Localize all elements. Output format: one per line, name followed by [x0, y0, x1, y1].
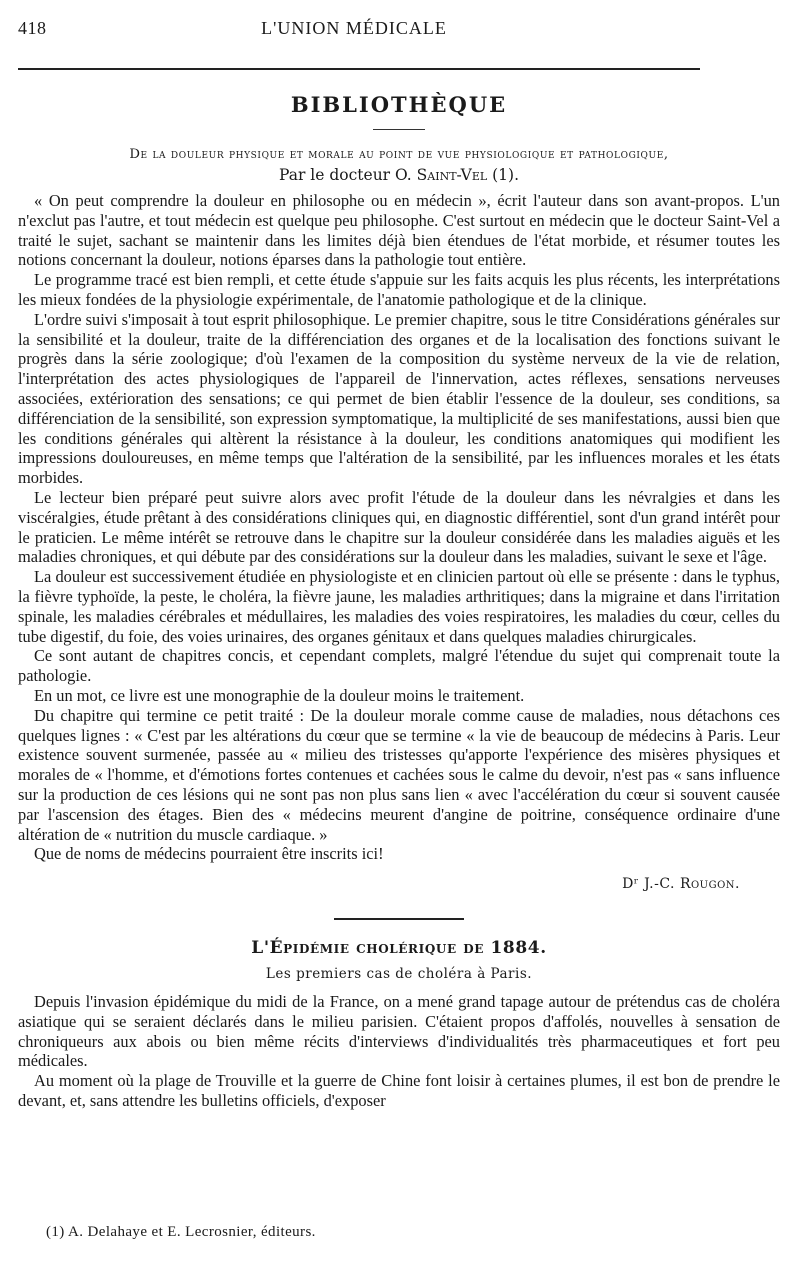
review-paragraph: Le programme tracé est bien rempli, et cette étude s'appuie sur les faits acquis les plus récents, les interprétations les mieux fondées de la physiologie expérimentale, de l'anatomie pathologique et de la clinique. [18, 270, 780, 309]
author-line-suffix: (1). [487, 166, 519, 184]
article-paragraph: Depuis l'invasion épidémique du midi de la France, on a mené grand tapage autour de prétendus cas de choléra asiatique qui se seraient déclarés dans le milieu parisien. C'étaient propos d'affolés, nouvelles à sensation de chroniqueurs aux abois ou bien même récits d'interviews d'individualités très pharmaceutiques et fort peu médicales. [18, 992, 780, 1071]
article-subtitle: Les premiers cas de choléra à Paris. [265, 966, 533, 983]
signature-name: Rougon. [679, 876, 740, 893]
review-paragraph: « On peut comprendre la douleur en philosophe ou en médecin », écrit l'auteur dans son avant-propos. L'un n'exclut pas l'autre, et tout médecin est quelque peu philosophe. C'est surtout en médecin que le docteur Saint-Vel a traité le sujet, sachant se maintenir dans les limites déjà bien étendues de l'état morbide, et résumer toutes les notions concernant la douleur, notions éparses dans la pathologie tout entière. [18, 191, 780, 270]
article-title [18, 938, 780, 958]
review-paragraph: Le lecteur bien préparé peut suivre alors avec profit l'étude de la douleur dans les névralgies et dans les viscéralgies, étude prêtant à des considérations cliniques qui, en diagnostic différentiel, sont d'un grand intérêt pour le praticien. Le même intérêt se retrouve dans le chapitre sur la douleur considérée dans les maladies aiguës et les maladies chroniques, et qui débute par des considérations sur la douleur dans les maladies, suivant le sexe et l'âge. [18, 487, 780, 567]
page-number: 418 [18, 18, 47, 38]
signature-prefix: Dʳ J.-C. [622, 876, 680, 893]
section-divider [373, 129, 425, 130]
article-body [18, 992, 780, 1111]
author-line-prefix: Par le docteur O. [278, 166, 417, 184]
running-head [18, 18, 780, 44]
article-divider [334, 918, 464, 920]
review-signature [18, 876, 740, 892]
review-paragraph: Du chapitre qui termine ce petit traité : De la douleur morale comme cause de maladies, nous détachons ces quelques lignes : « C'est par les altérations du cœur que se termine « la vie de beaucoup de médecins à Paris. Leur existence souvent surmenée, passée au « milieu des tristesses qu'apporte l'expérience des misères physiques et morales de « l'homme, et d'émotions fortes contenues et cachées sous le calme du devoir, n'est pas « sans influence sur la production de ces lésions qui ne sont pas non plus sans lien « avec l'accélération du cœur si souvent causée par l'ascension des étages. Bien des « médecins meurent d'angine de poitrine, conséquence ordinaire d'une altération de « nutrition du muscle cardiaque. » [18, 705, 780, 844]
section-title: BIBLIOTHÈQUE [290, 92, 508, 117]
review-paragraph: La douleur est successivement étudiée en physiologiste et en clinicien partout où elle se présente : dans le typhus, la fièvre typhoïde, la peste, le choléra, la fièvre jaune, les maladies arthritiques; dans la migraine et dans l'irritation spinale, les maladies cérébrales et médullaires, les maladies des voies respiratoires, les maladies du cœur, celles du tube digestif, du foie, des voies urinaires, des organes génitaux et dans quelques maladies chirurgicales. [18, 567, 780, 646]
review-author-line [18, 165, 780, 185]
review-heading: De la douleur physique et morale au point de vue physiologique et pathologique, [129, 147, 669, 162]
review-paragraph: Ce sont autant de chapitres concis, et cependant complets, malgré l'étendue du sujet qui comprenait toute la pathologie. [18, 646, 780, 686]
review-paragraph: L'ordre suivi s'imposait à tout esprit philosophique. Le premier chapitre, sous le titre Considérations générales sur la sensibilité et la douleur, traite de la différenciation des organes et de la localisation des fonctions suivant le progrès dans la série zoologique; d'où l'examen de la composition du système nerveux de la vie de relation, l'interprétation des actes physiologiques de l'appareil de l'innervation, actes réflexes, sensations nerveuses associées, extérioration des sensations; ce qui permet de bien établir l'essence de la douleur, ses conditions, sa différenciation de la sensibilité, son expression symptomatique, la multiplicité de ses manifestations, aussi bien que les conditions générales qui altèrent la résistance à la douleur, les conditions anatomiques qui modifient les impressions douloureuses, en même temps que l'altération de la sensibilité, par les influences morales et les états morbides. [18, 309, 780, 488]
footnote: (1) A. Delahaye et E. Lecrosnier, éditeurs. [46, 1224, 316, 1240]
review-paragraph: Que de noms de médecins pourraient être inscrits ici! [34, 844, 384, 864]
review-paragraph: En un mot, ce livre est une monographie de la douleur moins le traitement. [34, 685, 525, 705]
article-paragraph: Au moment où la plage de Trouville et la guerre de Chine font loisir à certaines plumes, il est bon de prendre le devant, et, sans attendre les bulletins officiels, d'exposer [18, 1071, 780, 1111]
review-body [18, 191, 780, 864]
header-rule [18, 68, 700, 70]
author-name: Saint-Vel [416, 166, 488, 184]
journal-title: L'UNION MÉDICALE [261, 18, 447, 38]
article-title-text: L'Épidémie cholérique de [251, 938, 491, 959]
article-title-year: 1884. [490, 938, 547, 959]
